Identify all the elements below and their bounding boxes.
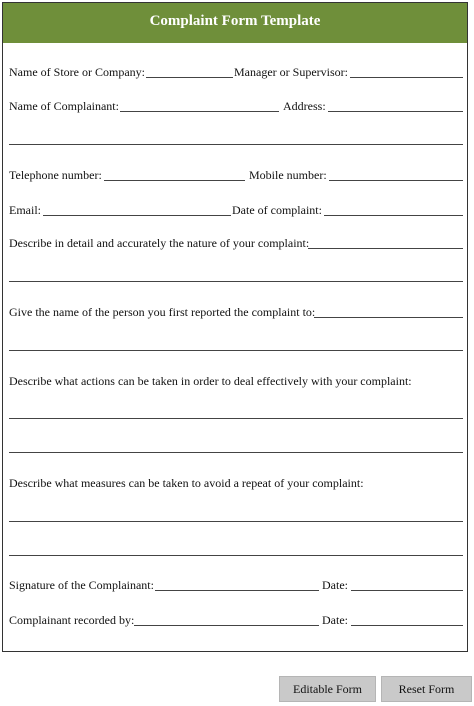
actions-label: Describe what actions can be taken in order to deal effectively with your complaint:: [9, 374, 412, 388]
recorded-by-input-line[interactable]: [134, 625, 319, 626]
manager-label: Manager or Supervisor:: [234, 65, 348, 79]
complaint-date-label: Date of complaint:: [232, 203, 322, 217]
recorded-date-input-line[interactable]: [351, 625, 463, 626]
signature-input-line[interactable]: [155, 590, 319, 591]
address-input-line[interactable]: [328, 111, 463, 112]
describe-nature-label: Describe in detail and accurately the nature of your complaint:: [9, 236, 310, 250]
describe-nature-line-2[interactable]: [9, 281, 463, 282]
describe-nature-input-line[interactable]: [308, 248, 463, 249]
recorded-date-label: Date:: [322, 613, 348, 627]
manager-input-line[interactable]: [350, 77, 463, 78]
complainant-label: Name of Complainant:: [9, 99, 119, 113]
measures-label: Describe what measures can be taken to avoid a repeat of your complaint:: [9, 476, 364, 490]
email-input-line[interactable]: [43, 215, 231, 216]
address-continuation-line[interactable]: [9, 144, 463, 145]
telephone-input-line[interactable]: [104, 180, 245, 181]
address-label: Address:: [283, 99, 326, 113]
first-reported-line-2[interactable]: [9, 350, 463, 351]
complainant-input-line[interactable]: [120, 111, 279, 112]
editable-form-button[interactable]: Editable Form: [279, 676, 376, 702]
telephone-label: Telephone number:: [9, 168, 102, 182]
signature-date-input-line[interactable]: [351, 590, 463, 591]
email-label: Email:: [9, 203, 41, 217]
measures-line-1[interactable]: [9, 521, 463, 522]
recorded-by-label: Complainant recorded by:: [9, 613, 135, 627]
form-title: Complaint Form Template: [3, 3, 467, 43]
signature-label: Signature of the Complainant:: [9, 578, 154, 592]
complaint-date-input-line[interactable]: [324, 215, 463, 216]
first-reported-input-line[interactable]: [314, 317, 463, 318]
complaint-form: [2, 2, 468, 652]
reset-form-button[interactable]: Reset Form: [381, 676, 472, 702]
actions-line-2[interactable]: [9, 452, 463, 453]
mobile-label: Mobile number:: [249, 168, 327, 182]
signature-date-label: Date:: [322, 578, 348, 592]
measures-line-2[interactable]: [9, 555, 463, 556]
first-reported-label: Give the name of the person you first reported the complaint to:: [9, 305, 316, 319]
store-label: Name of Store or Company:: [9, 65, 145, 79]
actions-line-1[interactable]: [9, 418, 463, 419]
store-input-line[interactable]: [146, 77, 233, 78]
mobile-input-line[interactable]: [329, 180, 463, 181]
